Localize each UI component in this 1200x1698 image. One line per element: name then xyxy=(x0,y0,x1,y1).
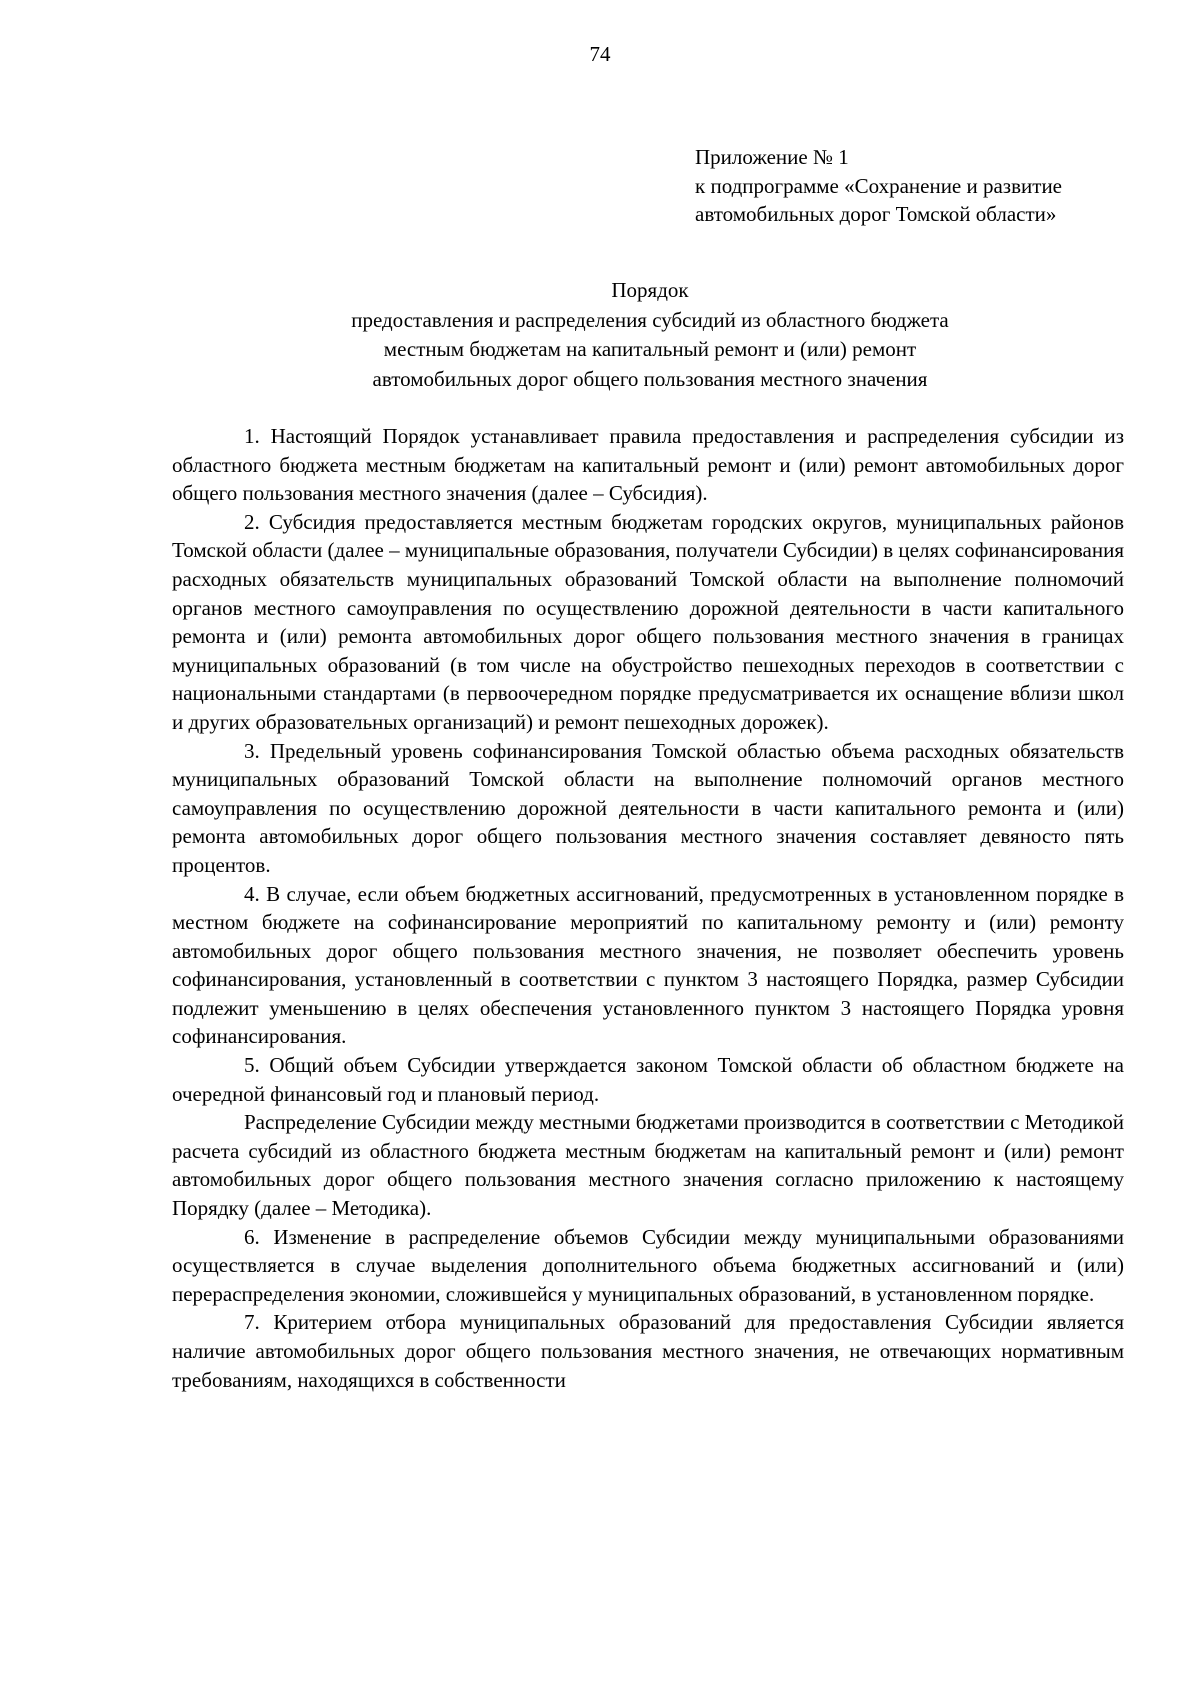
document-body xyxy=(172,422,1124,1394)
appendix-line: Приложение № 1 xyxy=(695,145,849,169)
appendix-line: автомобильных дорог Томской области» xyxy=(695,202,1057,226)
title-line: Порядок xyxy=(611,278,689,302)
appendix-line: к подпрограмме «Сохранение и развитие xyxy=(695,173,1062,198)
document-title xyxy=(0,276,1200,394)
title-line: местным бюджетам на капитальный ремонт и (или) ремонт xyxy=(383,337,917,361)
page-number: 74 xyxy=(589,42,611,66)
title-line: автомобильных дорог общего пользования местного значения xyxy=(372,366,928,391)
paragraph-3: 3. Предельный уровень софинансирования Томской областью объема расходных обязательств муниципальных образований Томской области на выполнение полномочий органов местного самоуправления по осуществлению дорожной деятельности в части капитального ремонта и (или) ремонта автомобильных дорог общего пользования местного значения составляет девяносто пять процентов. xyxy=(172,738,1124,877)
paragraph-6: 6. Изменение в распределение объемов Субсидии между муниципальными образованиями осуществляется в случае выделения дополнительного объема бюджетных ассигнований и (или) перераспределения экономии, сложившейся у муниципальных образований, в установленном порядке. xyxy=(172,1224,1124,1306)
paragraph-5: 5. Общий объем Субсидии утверждается законом Томской области об областном бюджете на очередной финансовый год и плановый период. xyxy=(172,1053,1124,1106)
paragraph-1: 1. Настоящий Порядок устанавливает правила предоставления и распределения субсидии из областного бюджета местным бюджетам на капитальный ремонт и (или) ремонт автомобильных дорог общего пользования местного значения (далее – Субсидия). xyxy=(172,424,1124,506)
paragraph-5-distribution: Распределение Субсидии между местными бюджетами производится в соответствии с Методикой расчета субсидий из областного бюджета местным бюджетам на капитальный ремонт и (или) ремонт автомобильных дорог общего пользования местного значения согласно приложению к настоящему Порядку (далее – Методика). xyxy=(172,1110,1124,1221)
title-line: предоставления и распределения субсидий из областного бюджета xyxy=(351,307,949,332)
paragraph-2: 2. Субсидия предоставляется местным бюджетам городских округов, муниципальных районов Томской области (далее – муниципальные образования, получатели Субсидии) в целях софинансирования расходных обязательств муниципальных образований Томской области на выполнение полномочий органов местного самоуправления по осуществлению дорожной деятельности в части капитального ремонта и (или) ремонта автомобильных дорог общего пользования местного значения в границах муниципальных образований (в том числе на обустройство пешеходных переходов в соответствии с национальными стандартами (в первоочередном порядке предусматривается их оснащение вблизи школ и других образовательных организаций) и ремонт пешеходных дорожек). xyxy=(172,509,1124,734)
paragraph-7: 7. Критерием отбора муниципальных образований для предоставления Субсидии является наличие автомобильных дорог общего пользования местного значения, не отвечающих нормативным требованиям, находящихся в собственности xyxy=(172,1310,1124,1392)
appendix-header xyxy=(695,143,1175,229)
paragraph-4: 4. В случае, если объем бюджетных ассигнований, предусмотренных в установленном порядке в местном бюджете на софинансирование мероприятий по капитальному ремонту и (или) ремонту автомобильных дорог общего пользования местного значения, не позволяет обеспечить уровень софинансирования, установленный в соответствии с пунктом 3 настоящего Порядка, размер Субсидии подлежит уменьшению в целях обеспечения установленного пунктом 3 настоящего Порядка уровня софинансирования. xyxy=(172,881,1124,1049)
